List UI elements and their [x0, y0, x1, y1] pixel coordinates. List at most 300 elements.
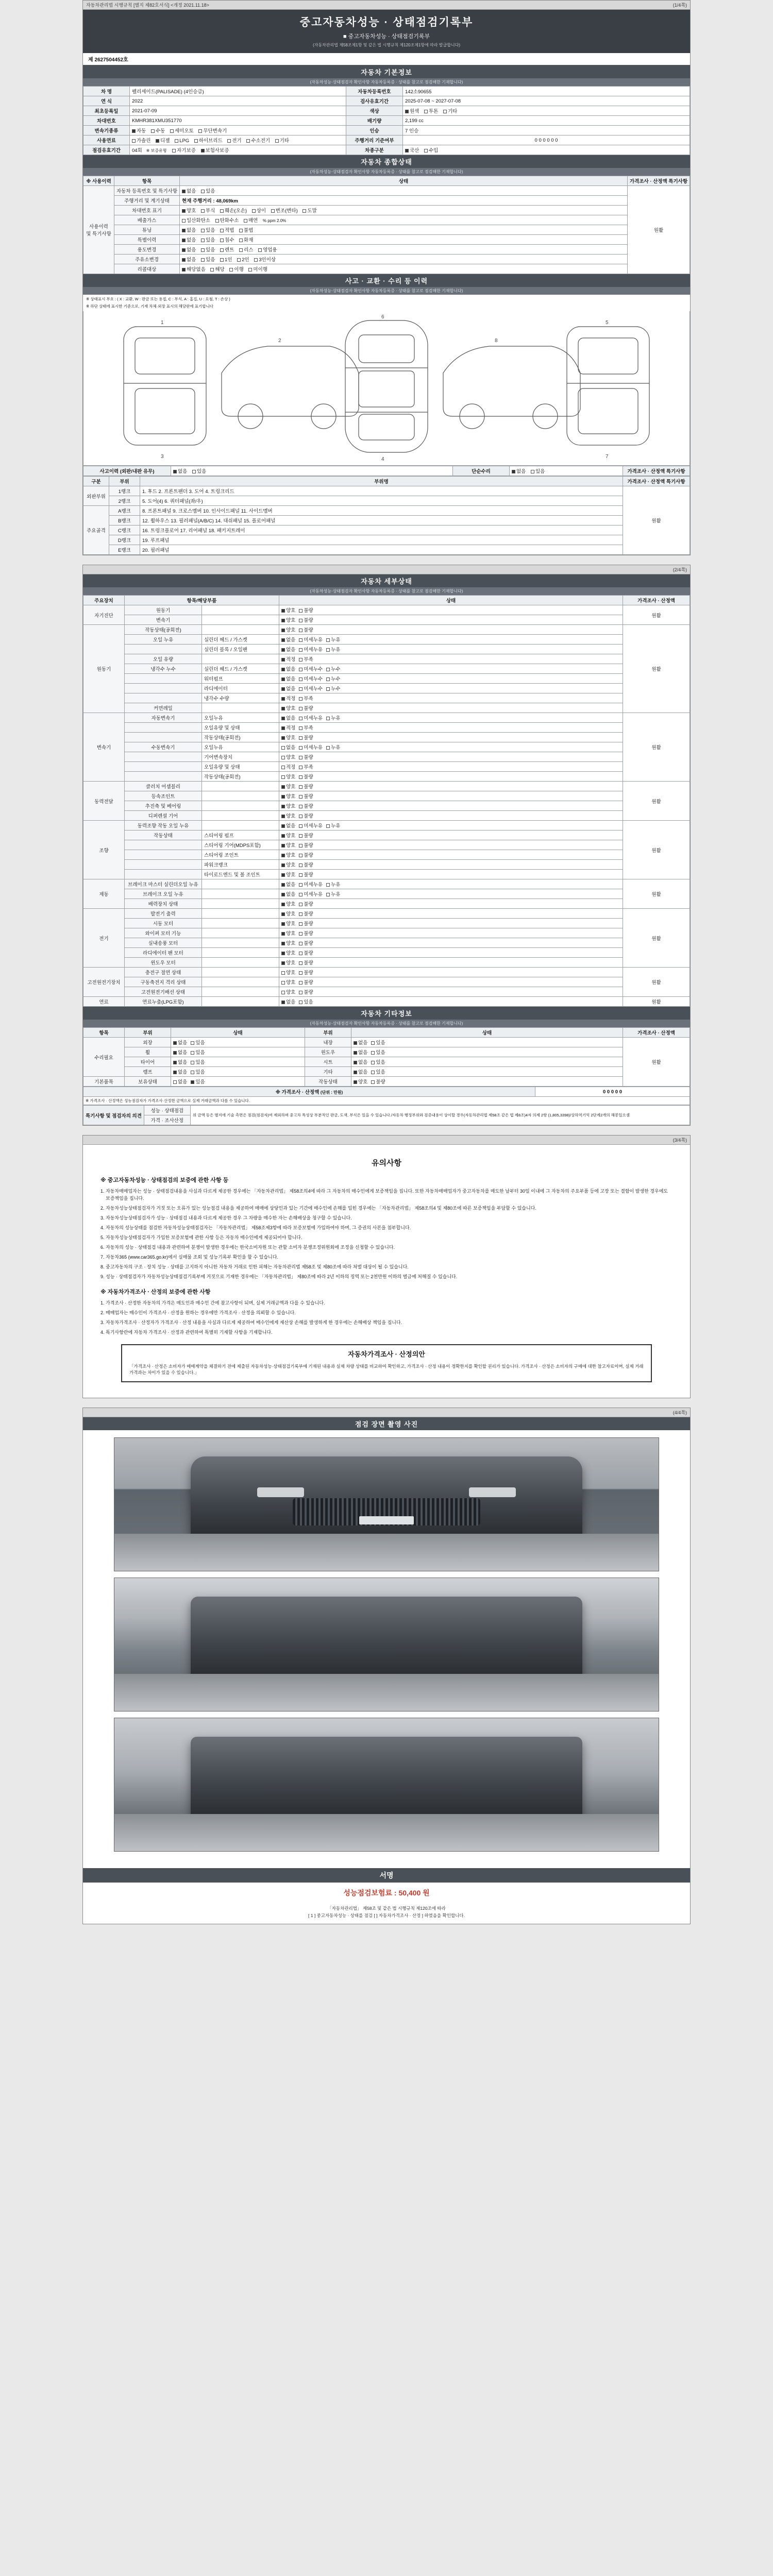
detail-state-5-1-option-0[interactable] — [281, 890, 295, 897]
table-header-row — [83, 596, 690, 605]
other-state2-4-option-1[interactable] — [371, 1078, 385, 1085]
state-option[interactable]: 있음 — [201, 246, 215, 253]
state-option[interactable]: 2인 — [237, 256, 249, 263]
checkbox-icon — [281, 815, 285, 818]
table-row — [83, 255, 690, 264]
other-state2-3-option-label: 없음 — [358, 1070, 368, 1075]
detail-state-2-6 — [279, 772, 623, 782]
overall-state-table — [83, 176, 690, 274]
detail-state-6-5-option-0[interactable] — [281, 959, 295, 966]
detail-group-7: 고전원전기장치 — [83, 968, 125, 997]
other-state-2-option-label: 없음 — [178, 1060, 188, 1065]
state-option[interactable]: 없음 — [182, 226, 196, 233]
table-row — [83, 1087, 690, 1097]
detail-state-6-4-option-0[interactable] — [281, 949, 295, 956]
detail-state-4-0-option-1[interactable] — [299, 822, 323, 829]
table-row — [83, 235, 690, 245]
detail-state-2-3-option-2[interactable] — [326, 743, 340, 751]
other-state2-3-option-label: 있음 — [376, 1070, 385, 1075]
other-item-1: 휠 — [125, 1047, 171, 1057]
state-option[interactable]: 없음 — [182, 236, 196, 243]
detail-state-1-7-option-1[interactable] — [299, 694, 313, 702]
detail-state-1-7-option-0[interactable] — [281, 694, 295, 702]
detail-state-2-1-option-0[interactable] — [281, 724, 295, 731]
detail-item-1-7 — [125, 693, 202, 703]
detail-state-6-3-option-0[interactable] — [281, 939, 295, 946]
notice-item-5: 6. 자동차의 성능 · 상태점검 내용과 관련하여 분쟁이 발생한 경우에는 한국소비자원 또는 관할 소비자 분쟁조정위원회에 조정을 신청할 수 있습니다. — [100, 1244, 395, 1250]
detail-item-2-2 — [125, 733, 202, 742]
checkbox-icon — [405, 110, 409, 113]
checkbox-icon — [299, 658, 303, 662]
checkbox-icon — [281, 677, 285, 681]
detail-state-1-3-option-0[interactable] — [281, 655, 295, 663]
detail-state-1-0-option-label: 불량 — [304, 628, 313, 633]
detail-item-0-0: 원동기 — [125, 605, 202, 615]
detail-subitem-3-2 — [202, 801, 279, 811]
detail-state-7-2-option-0[interactable] — [281, 988, 295, 995]
other-state2-3-option-1[interactable] — [371, 1068, 385, 1075]
detail-state-2-2-option-1[interactable] — [299, 734, 313, 741]
detail-item-4-3 — [125, 850, 202, 860]
color-option-0[interactable]: 원색 — [405, 107, 419, 114]
detail-state-5-1-option-2[interactable] — [326, 890, 340, 897]
checkbox-icon — [281, 687, 285, 691]
checkbox-icon — [299, 795, 303, 799]
state-option[interactable]: 있음 — [201, 187, 215, 194]
checkbox-icon — [326, 824, 330, 828]
overall-state-7 — [180, 255, 628, 264]
detail-state-1-5-option-2[interactable] — [326, 675, 340, 682]
detail-subitem-2-1: 오일유량 및 상태 — [202, 723, 279, 733]
other-state2-0-option-1[interactable] — [371, 1039, 385, 1046]
detail-state-2-4-option-1[interactable] — [299, 753, 313, 760]
opinion-table — [83, 1105, 690, 1125]
detail-state-4-5-option-0[interactable] — [281, 871, 295, 878]
state-option[interactable]: 해당 — [210, 265, 224, 273]
detail-state-7-2-option-1[interactable] — [299, 988, 313, 995]
detail-state-1-1-option-2[interactable] — [326, 636, 340, 643]
state-option[interactable]: 있음 — [201, 236, 215, 243]
checkbox-icon — [201, 190, 205, 193]
checkbox-icon — [326, 717, 330, 720]
state-option[interactable]: 이행 — [229, 265, 243, 273]
fuel-option-4[interactable]: 전기 — [227, 137, 241, 144]
detail-state-1-2-option-1[interactable] — [299, 646, 323, 653]
detail-state-2-0-option-label: 미세누유 — [304, 716, 323, 721]
checkbox-icon — [531, 470, 534, 473]
detail-state-7-1-option-1[interactable] — [299, 978, 313, 986]
basic-label-transmission: 변속기종류 — [83, 126, 130, 135]
checkbox-icon — [182, 219, 186, 223]
detail-state-4-2-option-1[interactable] — [299, 841, 313, 849]
other-state-2-option-0[interactable] — [173, 1058, 187, 1065]
state-option[interactable]: 적법 — [220, 226, 234, 233]
detail-note-4: 원활 — [623, 821, 690, 879]
detail-state-3-3-option-0[interactable] — [281, 812, 295, 819]
detail-state-4-4-option-0[interactable] — [281, 861, 295, 868]
detail-subitem-2-4: 기어변속장치 — [202, 752, 279, 762]
detail-head-state: 상태 — [279, 596, 623, 605]
checkbox-icon — [229, 268, 233, 272]
state-option[interactable]: 양호 — [182, 207, 196, 214]
detail-state-6-2-option-1[interactable] — [299, 929, 313, 937]
detail-state-4-3-option-0[interactable] — [281, 851, 295, 858]
detail-state-4-0-option-0[interactable] — [281, 822, 295, 829]
overall-state-8 — [180, 264, 628, 274]
checkbox-icon — [281, 844, 285, 848]
detail-state-1-8-option-1[interactable] — [299, 704, 313, 711]
detail-state-0-0-option-label: 양호 — [286, 608, 296, 614]
guarantee-box — [121, 1344, 652, 1382]
detail-state-4-2-option-label: 불량 — [304, 843, 313, 849]
detail-state-4-0-option-label: 누유 — [331, 823, 341, 829]
state-option[interactable]: 침수 — [220, 236, 234, 243]
parts-head-group: 구분 — [83, 477, 109, 486]
state-option[interactable]: 훼손(오손) — [220, 207, 247, 214]
state-option[interactable]: 해당없음 — [182, 265, 206, 273]
detail-state-5-1-option-1[interactable] — [299, 890, 323, 897]
detail-state-6-0-option-1[interactable] — [299, 910, 313, 917]
detail-state-1-5-option-0[interactable] — [281, 675, 295, 682]
detail-state-2-1-option-1[interactable] — [299, 724, 313, 731]
detail-state-6-4-option-1[interactable] — [299, 949, 313, 956]
detail-state-2-2-option-0[interactable] — [281, 734, 295, 741]
detail-item-3-3: 디퍼렌셜 기어 — [125, 811, 202, 821]
state-option[interactable]: 있음 — [201, 226, 215, 233]
detail-state-1-2-option-2[interactable] — [326, 646, 340, 653]
detail-state-1-6-option-1[interactable] — [299, 685, 323, 692]
notice-section — [83, 1145, 690, 1398]
accident-parts-table — [83, 476, 690, 555]
detail-state-2-3-option-label: 누유 — [331, 745, 341, 751]
color-option-2[interactable]: 기타 — [443, 107, 457, 114]
detail-state-2-5-option-0[interactable] — [281, 763, 295, 770]
other-group-4: 기본품목 — [83, 1077, 125, 1087]
other-state2-2-option-0[interactable] — [354, 1058, 367, 1065]
parts-rank-5: D랭크 — [109, 535, 140, 545]
detail-state-1-6-option-2[interactable] — [326, 685, 340, 692]
detail-state-6-1-option-label: 양호 — [286, 921, 296, 927]
inspection-photo-underbody — [114, 1578, 659, 1711]
state-option[interactable]: 화재 — [239, 236, 253, 243]
detail-state-7-2 — [279, 987, 623, 997]
notice2-item-1: 2. 매매업자는 매수인이 가격조사 · 산정을 원하는 경우에만 가격조사 · 산정을 의뢰할 수 있습니다. — [100, 1310, 296, 1315]
detail-state-6-2-option-label: 불량 — [304, 931, 313, 937]
other-state-1-option-1[interactable] — [191, 1048, 205, 1056]
detail-state-2-3-option-0[interactable] — [281, 743, 295, 751]
notice-heading-2: ※ 자동차가격조사 · 산정의 보증에 관한 사항 — [100, 1289, 211, 1295]
detail-state-3-2-option-0[interactable] — [281, 802, 295, 809]
origin-option-1[interactable]: 수입 — [424, 146, 438, 154]
state-option[interactable]: 불법 — [239, 226, 253, 233]
table-row — [83, 506, 690, 516]
detail-state-2-0-option-1[interactable] — [299, 714, 323, 721]
detail-item-1-4: 냉각수 누수 — [125, 664, 202, 674]
transmission-option-1[interactable]: 수동 — [151, 127, 165, 134]
other-state-0-option-0[interactable] — [173, 1039, 187, 1046]
accident-option-none[interactable]: 없음 — [173, 467, 187, 474]
detail-state-1-2-option-0[interactable] — [281, 646, 295, 653]
state-option[interactable]: 1인 — [220, 256, 232, 263]
state-option[interactable]: 도말 — [303, 207, 316, 214]
detail-state-1-6-option-0[interactable] — [281, 685, 295, 692]
parts-note: 원활 — [623, 486, 690, 555]
detail-state-1-6-option-label: 누수 — [331, 686, 341, 692]
state-option[interactable]: 없음 — [182, 187, 196, 194]
detail-state-4-1-option-0[interactable] — [281, 832, 295, 839]
detail-subitem-4-1: 스티어링 펌프 — [202, 831, 279, 840]
checkbox-icon — [299, 736, 303, 740]
state-option[interactable]: 렌트 — [220, 246, 234, 253]
other-state2-1-option-1[interactable] — [371, 1048, 385, 1056]
checkbox-icon — [326, 687, 330, 691]
detail-state-2-0-option-0[interactable] — [281, 714, 295, 721]
detail-state-5-0-option-1[interactable] — [299, 880, 323, 888]
detail-state-2-4-option-label: 양호 — [286, 755, 296, 760]
checkbox-icon — [303, 209, 306, 213]
state-option[interactable]: 변조(변타) — [271, 207, 298, 214]
checkbox-icon — [239, 248, 243, 252]
state-option[interactable]: 미이행 — [248, 265, 267, 273]
section-title-basic: 자동차 기본정보 — [83, 65, 690, 78]
detail-state-0-1-option-0[interactable] — [281, 616, 295, 623]
other-state2-0-option-0[interactable] — [354, 1039, 367, 1046]
checkbox-icon — [173, 470, 177, 473]
other-state2-1-option-label: 없음 — [358, 1050, 368, 1056]
table-row — [83, 919, 690, 928]
other-state-0-option-1[interactable] — [191, 1039, 205, 1046]
other-head-col0: 항목 — [83, 1028, 125, 1038]
table-header-row — [83, 1028, 690, 1038]
other-state2-1 — [351, 1047, 623, 1057]
detail-state-5-0-option-2[interactable] — [326, 880, 340, 888]
section-title-overall: 자동차 종합상태 — [83, 155, 690, 168]
notice-title: 유의사항 — [372, 1159, 401, 1167]
other-state-4-option-label: 없음 — [178, 1079, 188, 1085]
detail-group-8: 연료 — [83, 997, 125, 1007]
checkbox-icon — [252, 209, 256, 213]
detail-state-4-2-option-0[interactable] — [281, 841, 295, 849]
detail-item-1-8: 커먼레일 — [125, 703, 202, 713]
detail-state-6-1-option-0[interactable] — [281, 920, 295, 927]
checkbox-icon — [299, 834, 303, 838]
notice2-item-2: 3. 자동차가격조사 · 산정자가 가격조사 · 산정 내용을 사실과 다르게 제공하여 매수인에게 재산상 손해를 발생하게 한 경우에는 손해배상 책임을 집니다. — [100, 1319, 402, 1325]
table-row — [83, 645, 690, 654]
table-row — [83, 605, 690, 615]
fuel-option-5[interactable]: 수소전기 — [246, 137, 270, 144]
checkbox-icon — [281, 942, 285, 945]
state-option[interactable]: 부식 — [201, 207, 215, 214]
detail-state-6-2-option-0[interactable] — [281, 929, 295, 937]
overall-group-label: 사용이력 및 특기사항 — [83, 186, 114, 274]
notice-item-0: 1. 자동차매매업자는 성능 · 상태점검내용을 사실과 다르게 제공한 경우에는 「자동차관리법」 제58조의4에 따라 그 자동차의 매수인에게 보증책임을 집니다. 또한 자동차매매업자가 중고자동차를 매도한 날부터 30일 이내에 그 자동차의 주요부품 등에 고장 또는 결함이 발생한 경우에도 보증책임을 집니다. — [100, 1189, 668, 1201]
checkbox-icon — [299, 971, 303, 975]
detail-state-1-1-option-1[interactable] — [299, 636, 323, 643]
other-state-2 — [171, 1057, 305, 1067]
warranty-option-0[interactable]: 자기보증 — [172, 146, 196, 154]
state-option[interactable]: 3인이상 — [254, 256, 276, 263]
parts-rank-6: E랭크 — [109, 545, 140, 555]
detail-state-0-1 — [279, 615, 623, 625]
other-state-4-option-1[interactable] — [191, 1078, 205, 1085]
basic-value-color — [403, 106, 690, 116]
detail-state-1-3-option-1[interactable] — [299, 655, 313, 663]
checkbox-icon — [405, 149, 409, 152]
accident-history-value — [171, 466, 453, 476]
state-option[interactable]: 없음 — [182, 246, 196, 253]
other-head-col1: 부위 — [125, 1028, 171, 1038]
checkbox-icon — [201, 258, 205, 262]
state-option[interactable]: 매연 — [244, 216, 258, 224]
state-option[interactable]: 영업용 — [258, 246, 277, 253]
detail-state-1-4-option-2[interactable] — [326, 665, 340, 672]
notice2-item-3: 4. 특기사항란에 자동차 가격조사 · 산정과 관련하여 특별히 기재할 사항을 기재합니다. — [100, 1329, 273, 1335]
document-subtitle: ■ 중고자동차성능 · 상태점검기록부 — [343, 33, 430, 40]
detail-state-4-0-option-label: 없음 — [286, 823, 296, 829]
other-state-3-option-0[interactable] — [173, 1068, 187, 1075]
detail-state-6-1-option-1[interactable] — [299, 920, 313, 927]
overall-item-2: 차대번호 표기 — [114, 206, 180, 215]
detail-state-3-1-option-1[interactable] — [299, 792, 313, 800]
warranty-option-1[interactable]: 보험사보증 — [201, 146, 229, 154]
detail-head-item: 항목/해당부품 — [125, 596, 279, 605]
state-option[interactable]: 일산화탄소 — [182, 216, 210, 224]
detail-state-2-3-option-label: 없음 — [286, 745, 296, 751]
detail-state-2-5-option-1[interactable] — [299, 763, 313, 770]
detail-state-2-0-option-2[interactable] — [326, 714, 340, 721]
svg-text:4: 4 — [381, 456, 384, 462]
checkbox-icon — [281, 775, 285, 779]
detail-state-2-2-option-label: 불량 — [304, 735, 313, 741]
detail-state-6-5-option-1[interactable] — [299, 959, 313, 966]
parts-rank-2: A랭크 — [109, 506, 140, 516]
detail-state-0-1-option-1[interactable] — [299, 616, 313, 623]
detail-state-4-1-option-1[interactable] — [299, 832, 313, 839]
detail-state-1-4-option-0[interactable] — [281, 665, 295, 672]
parts-items-0: 1. 후드 2. 프론트팬더 3. 도어 4. 트렁크리드 — [140, 486, 623, 496]
fuel-option-3[interactable]: 하이브리드 — [194, 137, 223, 144]
state-option[interactable]: 없음 — [182, 256, 196, 263]
fuel-option-2[interactable]: LPG — [175, 138, 189, 144]
color-option-1[interactable]: 투톤 — [424, 107, 438, 114]
parts-items-3: 12. 휠하우스 13. 필러패널(A/B/C) 14. 대쉬패널 15. 플로어패널 — [140, 516, 623, 526]
detail-state-4-3-option-1[interactable] — [299, 851, 313, 858]
other-state-2-option-1[interactable] — [191, 1058, 205, 1065]
detail-state-3-0-option-1[interactable] — [299, 783, 313, 790]
detail-state-1-1-option-label: 없음 — [286, 637, 296, 643]
checkbox-icon — [281, 707, 285, 710]
detail-state-1-8-option-0[interactable] — [281, 704, 295, 711]
overall-item-7: 주유소변경 — [114, 255, 180, 264]
detail-state-4-5-option-1[interactable] — [299, 871, 313, 878]
detail-state-1-0-option-0[interactable] — [281, 626, 295, 633]
other-state-1-option-0[interactable] — [173, 1048, 187, 1056]
table-row — [83, 225, 690, 235]
detail-state-1-0 — [279, 625, 623, 635]
detail-item-6-3: 실내송풍 모터 — [125, 938, 202, 948]
checkbox-icon — [512, 470, 515, 473]
detail-state-8-0-option-0[interactable] — [281, 998, 295, 1005]
parts-rank-3: B랭크 — [109, 516, 140, 526]
other-state2-3-option-0[interactable] — [354, 1068, 367, 1075]
transmission-option-3[interactable]: 무단변속기 — [198, 127, 227, 134]
detail-state-0-0-option-1[interactable] — [299, 606, 313, 614]
detail-state-7-1-option-0[interactable] — [281, 978, 295, 986]
detail-state-1-0-option-1[interactable] — [299, 626, 313, 633]
detail-state-7-0-option-0[interactable] — [281, 969, 295, 976]
detail-state-4-4-option-1[interactable] — [299, 861, 313, 868]
repair-option-exists[interactable]: 있음 — [531, 467, 545, 474]
checkbox-icon — [326, 648, 330, 652]
state-option[interactable]: 있음 — [201, 256, 215, 263]
accident-repair-label: 단순수리 — [453, 466, 510, 476]
state-option[interactable]: 상이 — [252, 207, 266, 214]
detail-state-5-2-option-0[interactable] — [281, 900, 295, 907]
detail-state-4-0-option-2[interactable] — [326, 822, 340, 829]
detail-state-2-6-option-0[interactable] — [281, 773, 295, 780]
repair-option-none[interactable]: 없음 — [512, 467, 526, 474]
other-state2-4-option-0[interactable] — [354, 1078, 367, 1085]
detail-state-0-0-option-0[interactable] — [281, 606, 295, 614]
detail-subitem-6-1 — [202, 919, 279, 928]
detail-state-4-2-option-label: 양호 — [286, 843, 296, 849]
state-option[interactable]: 탄화수소 — [215, 216, 239, 224]
basic-label-vin: 차대번호 — [83, 116, 130, 126]
other-state2-2-option-1[interactable] — [371, 1058, 385, 1065]
detail-state-3-2-option-1[interactable] — [299, 802, 313, 809]
state-option[interactable]: 리스 — [239, 246, 253, 253]
table-row — [83, 968, 690, 977]
detail-state-1-1-option-0[interactable] — [281, 636, 295, 643]
fuel-option-0[interactable]: 가솔린 — [132, 137, 151, 144]
checkbox-icon — [281, 717, 285, 720]
transmission-option-2[interactable]: 세미오토 — [170, 127, 194, 134]
detail-state-6-3-option-1[interactable] — [299, 939, 313, 946]
checkbox-icon — [281, 697, 285, 701]
detail-state-1-5-option-1[interactable] — [299, 675, 323, 682]
detail-state-2-4-option-0[interactable] — [281, 753, 295, 760]
detail-state-7-0-option-1[interactable] — [299, 969, 313, 976]
accident-option-exists[interactable]: 있음 — [192, 467, 206, 474]
detail-state-2-6-option-1[interactable] — [299, 773, 313, 780]
detail-state-3-1-option-0[interactable] — [281, 792, 295, 800]
detail-state-8-0-option-1[interactable] — [299, 998, 313, 1005]
checkbox-icon — [354, 1061, 357, 1064]
table-row — [83, 674, 690, 684]
detail-item-6-0: 발전기 출력 — [125, 909, 202, 919]
detail-state-4-1-option-label: 양호 — [286, 833, 296, 839]
detail-state-1-4-option-1[interactable] — [299, 665, 323, 672]
detail-state-3-0-option-0[interactable] — [281, 783, 295, 790]
transmission-option-0[interactable]: 자동 — [132, 127, 146, 134]
other-state-3-option-1[interactable] — [191, 1068, 205, 1075]
other-state2-1-option-0[interactable] — [354, 1048, 367, 1056]
detail-state-5-2-option-1[interactable] — [299, 900, 313, 907]
detail-state-5-0-option-0[interactable] — [281, 880, 295, 888]
detail-state-1-8-option-label: 양호 — [286, 706, 296, 711]
page4-strip — [83, 1408, 690, 1417]
detail-state-1-7-option-label: 부족 — [304, 696, 313, 702]
detail-state-6-0-option-0[interactable] — [281, 910, 295, 917]
fuel-option-6[interactable]: 기타 — [275, 137, 289, 144]
detail-state-0-1-option-label: 불량 — [304, 618, 313, 623]
checkbox-icon — [239, 239, 243, 242]
origin-option-0[interactable]: 국산 — [405, 146, 419, 154]
detail-state-3-3-option-1[interactable] — [299, 812, 313, 819]
detail-state-2-3-option-1[interactable] — [299, 743, 323, 751]
fuel-option-1[interactable]: 디젤 — [156, 137, 170, 144]
other-state-4-option-0[interactable] — [173, 1078, 187, 1085]
